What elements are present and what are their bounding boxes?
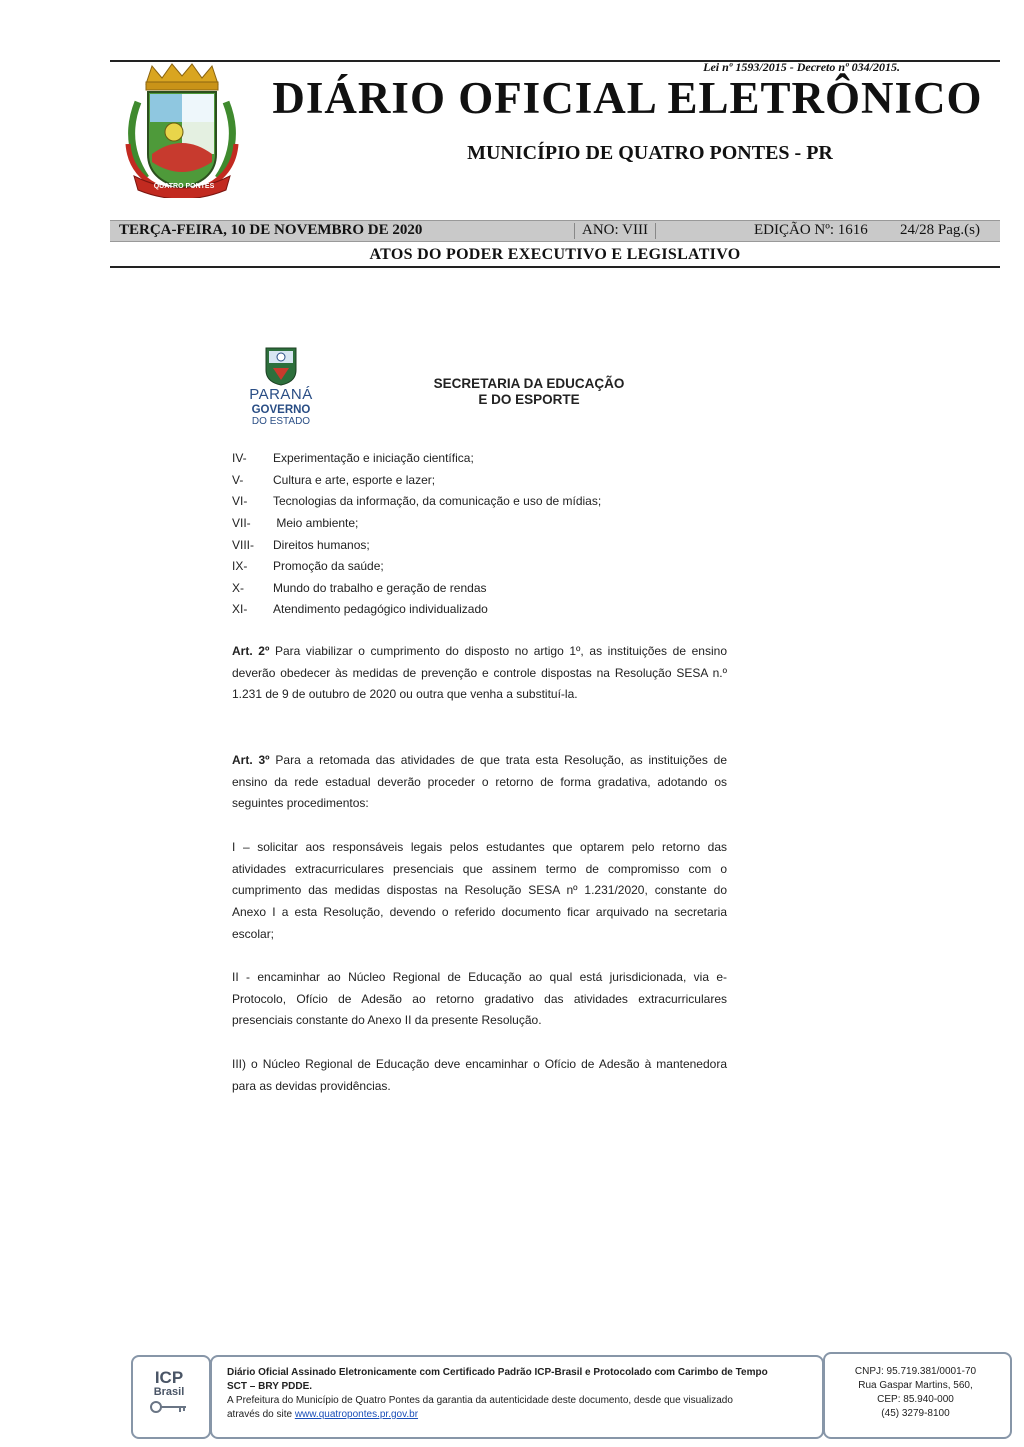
- address: Rua Gaspar Martins, 560,: [858, 1380, 973, 1391]
- article-3: [232, 750, 727, 815]
- parana-coat-of-arms-icon: [260, 344, 302, 386]
- parana-logo-governo: GOVERNO: [251, 404, 311, 416]
- parana-logo-estado: DO ESTADO: [251, 416, 311, 427]
- footer-line-4: através do site www.quatropontes.pr.gov.br: [227, 1409, 419, 1420]
- edition-info-bar: [110, 220, 1000, 242]
- edition-date: TERÇA-FEIRA, 10 DE NOVEMBRO DE 2020: [119, 222, 423, 238]
- footer-signature-text: [227, 1366, 812, 1422]
- edition-year: ANO: VIII: [582, 222, 648, 238]
- page-count: 24/28 Pag.(s): [900, 222, 980, 238]
- secretaria-heading: [405, 376, 653, 408]
- article-3-label: Art. 3º: [232, 753, 270, 767]
- municipality-subtitle: MUNICÍPIO DE QUATRO PONTES - PR: [467, 142, 833, 164]
- article-3-text: Para a retomada das atividades de que trata esta Resolução, as instituições de ensino da rede estadual deverão proceder o retorno de forma gradativa, adotando os seguintes procedimentos:: [232, 753, 727, 811]
- info-separator: [655, 223, 656, 239]
- secretaria-line-1: SECRETARIA DA EDUCAÇÃO: [433, 376, 625, 391]
- parana-logo-name: PARANÁ: [249, 386, 313, 403]
- section-title: ATOS DO PODER EXECUTIVO E LEGISLATIVO: [369, 246, 741, 263]
- item-i: I – solicitar aos responsáveis legais pelos estudantes que optarem pelo retorno das atividades extracurriculares presenciais que assinem termo de compromisso com o cumprimento das medidas dispostas na Resolução SESA nº 1.231/2020, constante do Anexo I a esta Resolução, devendo o referido documento ficar arquivado na secretaria escolar;: [232, 840, 727, 941]
- cep: CEP: 85.940-000: [877, 1394, 954, 1405]
- footer-line-1: Diário Oficial Assinado Eletronicamente com Certificado Padrão ICP-Brasil e Protocolado com Carimbo de Tempo: [227, 1367, 768, 1378]
- article-2-label: Art. 2º: [232, 644, 270, 658]
- icp-brasil-logo: [148, 1370, 190, 1422]
- info-separator: [574, 223, 575, 239]
- law-reference: Lei nº 1593/2015 - Decreto nº 034/2015.: [703, 60, 900, 74]
- edition-number: EDIÇÃO Nº: 1616: [754, 222, 868, 238]
- footer-contact-text: [823, 1365, 1008, 1421]
- cnpj: CNPJ: 95.719.381/0001-70: [854, 1366, 977, 1377]
- footer-line-3: A Prefeitura do Município de Quatro Pontes da garantia da autenticidade deste documento, desde que visualizado: [227, 1395, 733, 1406]
- municipal-crest-icon: [116, 62, 248, 198]
- municipality-site-link[interactable]: www.quatropontes.pr.gov.br: [294, 1409, 419, 1420]
- section-rule: [110, 266, 1000, 268]
- article-2-text: Para viabilizar o cumprimento do disposto no artigo 1º, as instituições de ensino deverão obedecer às medidas de prevenção e controle dispostas na Resolução SESA n.º 1.231 de 9 de outubro de 2020 ou outra que venha a substituí-la.: [232, 644, 727, 702]
- page-title: DIÁRIO OFICIAL ELETRÔNICO: [272, 73, 983, 123]
- footer-line-2: SCT – BRY PDDE.: [227, 1381, 313, 1392]
- icp-logo-line-2: Brasil: [153, 1386, 185, 1398]
- item-iii: III) o Núcleo Regional de Educação deve encaminhar o Ofício de Adesão à mantenedora para as devidas providências.: [232, 1057, 727, 1093]
- icp-logo-line-1: ICP: [154, 1368, 184, 1387]
- secretaria-line-2: E DO ESPORTE: [478, 392, 580, 407]
- phone: (45) 3279-8100: [881, 1408, 950, 1419]
- article-2: [232, 641, 727, 706]
- key-icon: [148, 1398, 190, 1416]
- crest-banner-text: QUATRO PONTES: [153, 183, 215, 190]
- item-ii: II - encaminhar ao Núcleo Regional de Educação ao qual está jurisdicionada, via e-Protocolo, Ofício de Adesão ao retorno gradativo das atividades extracurriculares presenciais constante do Anexo II da presente Resolução.: [232, 970, 727, 1028]
